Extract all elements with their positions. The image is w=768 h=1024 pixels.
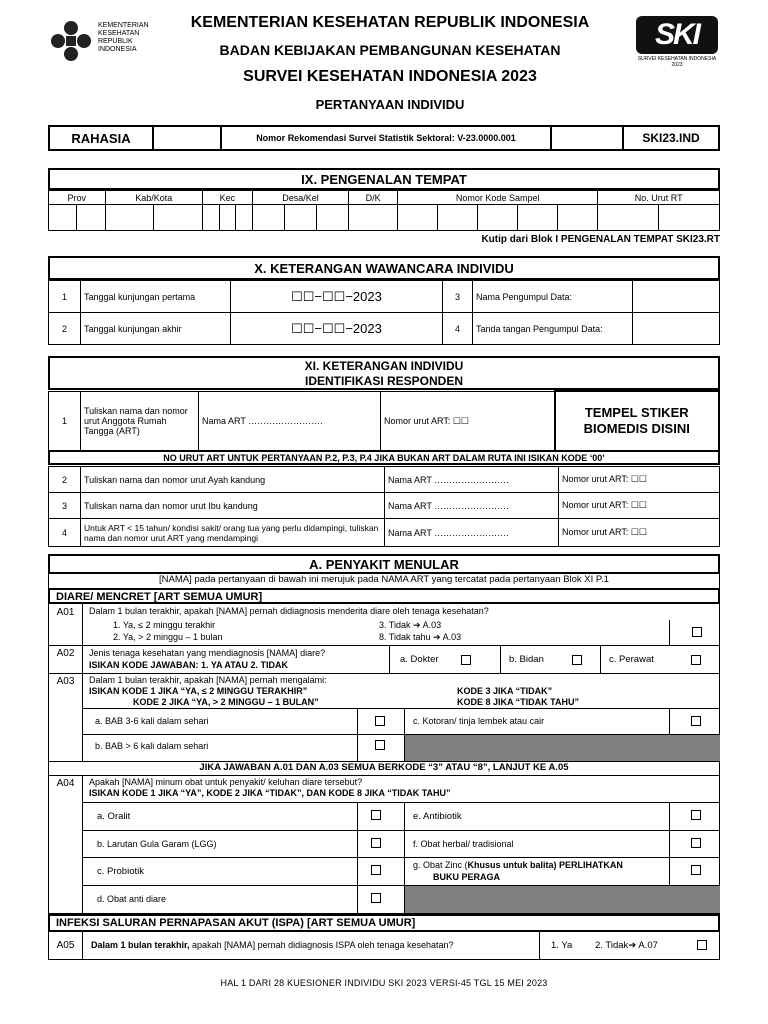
mother-number-field[interactable]: Nomor urut ART: ☐☐ bbox=[559, 493, 720, 519]
kemenkes-logo bbox=[48, 18, 94, 64]
prov-cell-1[interactable] bbox=[49, 205, 77, 231]
parent-row-father: 2 Tuliskan nama dan nomor urut Ayah kandung Nama ART ……………………. Nomor urut ART: ☐☐ bbox=[49, 467, 720, 493]
col-kabkota: Kab/Kota bbox=[105, 191, 203, 205]
a04-c-box[interactable] bbox=[371, 865, 381, 875]
rt-cell-2[interactable] bbox=[659, 205, 720, 231]
a04-e-box[interactable] bbox=[691, 810, 701, 820]
a04-grey-area bbox=[405, 886, 720, 913]
ski-logo: SKI SURVEI KESEHATAN INDONESIA 2023 bbox=[637, 18, 717, 68]
question-a04: A04 Apakah [NAMA] minum obat untuk penyakit/ keluhan diare tersebut? ISIKAN KODE 1 JIKA “YA”, KODE 2 JIKA “TIDAK”, DAN KODE 8 JIKA “TIDAK TAHU” a. Oralit b. Larutan Gula Garam (LGG) c. Probiotik d. Obat anti diare e. Antibiotik f. Obat herbal/ tradisional g. Obat Zinc (Khusus untuk balita) PERLIHATKAN BUKU PERAGA bbox=[48, 776, 720, 914]
a04-f-box[interactable] bbox=[691, 838, 701, 848]
visit-date-last[interactable]: ☐☐−☐☐−2023 bbox=[231, 313, 443, 345]
kemenkes-logo-text: KEMENTERIAN KESEHATAN REPUBLIK INDONESIA bbox=[98, 22, 149, 53]
kec-cell-1[interactable] bbox=[203, 205, 220, 231]
collector-name-field[interactable] bbox=[633, 281, 720, 313]
parent-row-mother: 3 Tuliskan nama dan nomor urut Ibu kandung Nama ART ……………………. Nomor urut ART: ☐☐ bbox=[49, 493, 720, 519]
top-bar bbox=[48, 125, 720, 151]
companion-name-field[interactable]: Nama ART ……………………. bbox=[385, 519, 559, 547]
kab-cell-1[interactable] bbox=[105, 205, 154, 231]
col-prov: Prov bbox=[49, 191, 106, 205]
sampel-cell-2[interactable] bbox=[438, 205, 478, 231]
kec-cell-3[interactable] bbox=[236, 205, 253, 231]
col-kec: Kec bbox=[203, 191, 253, 205]
a01-answer-box[interactable] bbox=[692, 627, 702, 637]
a02-bidan-label: b. Bidan bbox=[509, 654, 544, 665]
question-a05: A05 Dalam 1 bulan terakhir, apakah [NAMA] pernah didiagnosis ISPA oleh tenaga kesehatan? 1. Ya 2. Tidak➔ A.07 bbox=[48, 932, 720, 960]
header-title-3: SURVEI KESEHATAN INDONESIA 2023 bbox=[243, 68, 537, 85]
a03-a-label: a. BAB 3-6 kali dalam sehari bbox=[95, 716, 209, 726]
section-a-title: A. PENYAKIT MENULAR bbox=[48, 554, 720, 574]
a01-option-1[interactable]: 1. Ya, ≤ 2 minggu terakhir bbox=[113, 620, 216, 630]
a04-c-label: c. Probiotik bbox=[97, 866, 144, 877]
section-11-title: XI. KETERANGAN INDIVIDU IDENTIFIKASI RESPONDEN bbox=[48, 356, 720, 390]
a04-d-box[interactable] bbox=[371, 893, 381, 903]
section-a-intro: [NAMA] pada pertanyaan di bawah ini merujuk pada NAMA ART yang tercatat pada pertanyaan Blok XI P.1 bbox=[48, 574, 720, 588]
a04-b-label: b. Larutan Gula Garam (LGG) bbox=[97, 839, 217, 849]
a02-perawat-box[interactable] bbox=[691, 655, 701, 665]
col-desa: Desa/Kel bbox=[252, 191, 348, 205]
desa-cell-3[interactable] bbox=[317, 205, 349, 231]
a02-dokter-label: a. Dokter bbox=[400, 654, 439, 665]
respondent-number-field[interactable]: Nomor urut ART: ☐☐ bbox=[381, 391, 555, 451]
question-a02: A02 Jenis tenaga kesehatan yang mendiagnosis [NAMA] diare? ISIKAN KODE JAWABAN: 1. YA ATAU 2. TIDAK a. Dokter b. Bidan c. Perawat bbox=[48, 646, 720, 674]
a04-d-label: d. Obat anti diare bbox=[97, 894, 167, 904]
sampel-cell-4[interactable] bbox=[518, 205, 558, 231]
interview-table bbox=[48, 280, 720, 345]
kab-cell-2[interactable] bbox=[154, 205, 203, 231]
visit-date-first[interactable]: ☐☐−☐☐−2023 bbox=[231, 281, 443, 313]
companion-number-field[interactable]: Nomor urut ART: ☐☐ bbox=[559, 519, 720, 547]
section-9-note: Kutip dari Blok I PENGENALAN TEMPAT SKI23.RT bbox=[481, 234, 720, 245]
a01-option-2[interactable]: 2. Ya, > 2 minggu – 1 bulan bbox=[113, 632, 223, 642]
a04-a-box[interactable] bbox=[371, 810, 381, 820]
header-title-2: BADAN KEBIJAKAN PEMBANGUNAN KESEHATAN bbox=[219, 42, 561, 58]
section-9-title: IX. PENGENALAN TEMPAT bbox=[48, 168, 720, 190]
respondent-table: 1 Tuliskan nama dan nomor urut Anggota Rumah Tangga (ART) Nama ART ……………………. Nomor urut ART: ☐☐ TEMPEL STIKER BIOMEDIS DISINI bbox=[48, 390, 720, 452]
a04-g-box[interactable] bbox=[691, 865, 701, 875]
a01-option-8[interactable]: 8. Tidak tahu ➔ A.03 bbox=[379, 632, 462, 642]
kec-cell-2[interactable] bbox=[219, 205, 236, 231]
form-code: SKI23.IND bbox=[623, 126, 719, 150]
interview-row-1: 1 Tanggal kunjungan pertama ☐☐−☐☐−2023 3 Nama Pengumpul Data: bbox=[49, 281, 720, 313]
a02-bidan-box[interactable] bbox=[572, 655, 582, 665]
collector-signature-field[interactable] bbox=[633, 313, 720, 345]
header-title-4: PERTANYAAN INDIVIDU bbox=[315, 97, 465, 112]
sampel-cell-3[interactable] bbox=[478, 205, 518, 231]
rt-cell-1[interactable] bbox=[598, 205, 659, 231]
a05-option-2[interactable]: 2. Tidak➔ A.07 bbox=[595, 940, 658, 951]
sampel-cell-1[interactable] bbox=[397, 205, 437, 231]
respondent-name-field[interactable]: Nama ART ……………………. bbox=[199, 391, 381, 451]
a04-e-label: e. Antibiotik bbox=[413, 811, 462, 822]
a04-f-label: f. Obat herbal/ tradisional bbox=[413, 839, 514, 849]
rekomendasi-label: Nomor Rekomendasi Survei Statistik Sektoral: V-23.0000.001 bbox=[221, 126, 551, 150]
section-10-title: X. KETERANGAN WAWANCARA INDIVIDU bbox=[48, 256, 720, 280]
col-no-urut-rt: No. Urut RT bbox=[598, 191, 720, 205]
a02-dokter-box[interactable] bbox=[461, 655, 471, 665]
a03-b-label: b. BAB > 6 kali dalam sehari bbox=[95, 741, 209, 751]
skip-instruction: JIKA JAWABAN A.01 DAN A.03 SEMUA BERKODE “3” ATAU “8”, LANJUT KE A.05 bbox=[48, 762, 720, 776]
a03-a-box[interactable] bbox=[375, 716, 385, 726]
a04-a-label: a. Oralit bbox=[97, 811, 131, 822]
section-11-notice: NO URUT ART UNTUK PERTANYAAN P.2, P.3, P.4 JIKA BUKAN ART DALAM RUTA INI ISIKAN KODE ‘00’ bbox=[48, 450, 720, 465]
a03-grey-area bbox=[405, 735, 720, 761]
parent-row-companion: 4 Untuk ART < 15 tahun/ kondisi sakit/ orang tua yang perlu didampingi, tuliskan nama dan nomor urut ART yang mendampingi Nama ART ……………………. Nomor urut ART: ☐☐ bbox=[49, 519, 720, 547]
parents-table bbox=[48, 466, 720, 547]
father-name-field[interactable]: Nama ART ……………………. bbox=[385, 467, 559, 493]
father-number-field[interactable]: Nomor urut ART: ☐☐ bbox=[559, 467, 720, 493]
ispa-subheading: INFEKSI SALURAN PERNAPASAN AKUT (ISPA) [ART SEMUA UMUR] bbox=[48, 914, 720, 932]
desa-cell-1[interactable] bbox=[252, 205, 284, 231]
a04-g-label: g. Obat Zinc (Khusus untuk balita) PERLIHATKAN BUKU PERAGA bbox=[413, 860, 623, 882]
a03-c-label: c. Kotoran/ tinja lembek atau cair bbox=[413, 716, 545, 726]
sampel-cell-5[interactable] bbox=[558, 205, 598, 231]
a05-option-1[interactable]: 1. Ya bbox=[551, 940, 573, 951]
a03-b-box[interactable] bbox=[375, 740, 385, 750]
rahasia-label: RAHASIA bbox=[49, 126, 153, 150]
dk-cell[interactable] bbox=[349, 205, 398, 231]
location-code-table bbox=[48, 190, 720, 231]
mother-name-field[interactable]: Nama ART ……………………. bbox=[385, 493, 559, 519]
a04-b-box[interactable] bbox=[371, 838, 381, 848]
col-kode-sampel: Nomor Kode Sampel bbox=[397, 191, 597, 205]
a05-answer-box[interactable] bbox=[697, 940, 707, 950]
diare-subheading: DIARE/ MENCRET [ART SEMUA UMUR] bbox=[48, 588, 720, 604]
biomedis-sticker-area: TEMPEL STIKER BIOMEDIS DISINI bbox=[555, 391, 720, 451]
header-title-1: KEMENTERIAN KESEHATAN REPUBLIK INDONESIA bbox=[190, 14, 590, 31]
a01-option-3[interactable]: 3. Tidak ➔ A.03 bbox=[379, 620, 442, 630]
a03-c-box[interactable] bbox=[691, 716, 701, 726]
a02-perawat-label: c. Perawat bbox=[609, 654, 654, 665]
col-dk: D/K bbox=[349, 191, 398, 205]
desa-cell-2[interactable] bbox=[284, 205, 316, 231]
question-a01: A01 Dalam 1 bulan terakhir, apakah [NAMA] pernah didiagnosis menderita diare oleh tenaga kesehatan? 1. Ya, ≤ 2 minggu terakhir 2. Ya, > 2 minggu – 1 bulan 3. Tidak ➔ A.03 8. Tidak tahu ➔ A.03 bbox=[48, 604, 720, 646]
interview-row-2: 2 Tanggal kunjungan akhir ☐☐−☐☐−2023 4 Tanda tangan Pengumpul Data: bbox=[49, 313, 720, 345]
page-footer: HAL 1 DARI 28 KUESIONER INDIVIDU SKI 2023 VERSI-45 TGL 15 MEI 2023 bbox=[220, 978, 548, 988]
prov-cell-2[interactable] bbox=[77, 205, 105, 231]
question-a03: A03 Dalam 1 bulan terakhir, apakah [NAMA] pernah mengalami: ISIKAN KODE 1 JIKA “YA, ≤ 2 MINGGU TERAKHIR” KODE 2 JIKA “YA, > 2 MINGGU – 1 BULAN” KODE 3 JIKA “TIDAK” KODE 8 JIKA “TIDAK TAHU” a. BAB 3-6 kali dalam sehari b. BAB > 6 kali dalam sehari c. Kotoran/ tinja lembek atau cair bbox=[48, 674, 720, 762]
